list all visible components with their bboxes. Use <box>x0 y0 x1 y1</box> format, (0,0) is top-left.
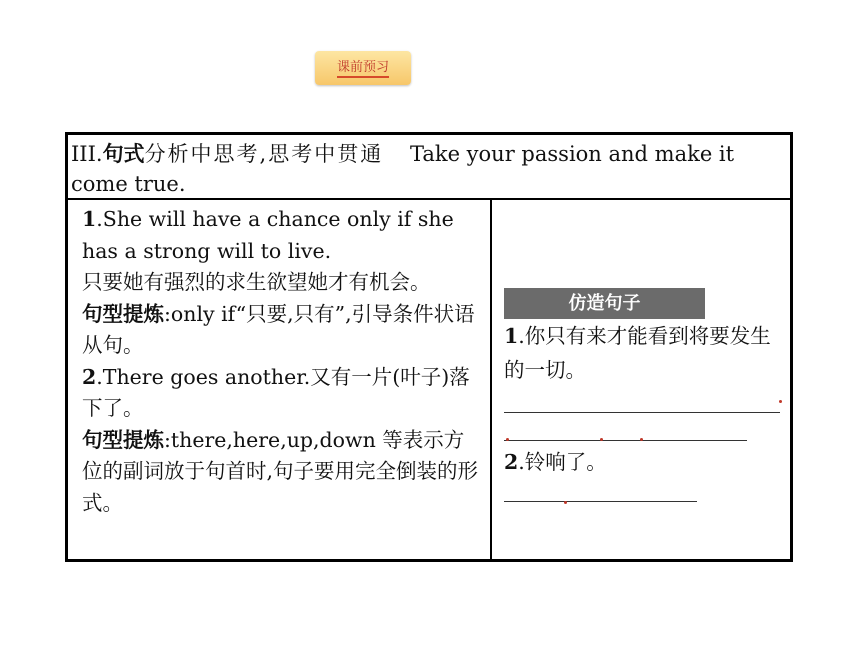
imitation-label: 仿造句子 <box>504 288 705 319</box>
header-roman: III. <box>71 142 103 166</box>
sentence-1-en: 1.She will have a chance only if she has a strong will to live. <box>82 207 454 263</box>
section-badge-label: 课前预习 <box>337 60 389 78</box>
header-english: Take your passion and make it come true. <box>71 142 735 196</box>
question-1: 1.你只有来才能看到将要发生的一切。 <box>504 324 771 382</box>
pattern-label-2: 句型提炼 <box>82 427 164 452</box>
analysis-column <box>68 200 492 559</box>
sentence-2: 2.There goes another.又有一片(叶子)落下了。 <box>82 364 470 420</box>
blank-mark <box>564 501 567 504</box>
sentence-1-note: 句型提炼:only if“只要,只有”,引导条件状语从句。 <box>82 301 475 357</box>
imitation-column <box>492 200 790 559</box>
table-header <box>68 135 790 200</box>
sentence-2-note: 句型提炼:there,here,up,down 等表示方位的副词放于句首时,句子要用完全倒装的形式。 <box>82 427 479 515</box>
pattern-label-1: 句型提炼 <box>82 301 164 326</box>
header-subtitle: 分析中思考,思考中贯通 <box>144 142 384 166</box>
sentence-1-zh: 只要她有强烈的求生欲望她才有机会。 <box>82 270 431 294</box>
blank-mark <box>779 400 782 403</box>
blank-mark <box>600 438 603 441</box>
answer-blank-1a[interactable] <box>504 412 780 413</box>
blank-mark <box>506 438 509 441</box>
answer-blank-1b[interactable] <box>504 440 747 441</box>
header-bold-title: 句式 <box>102 142 145 166</box>
answer-blank-2[interactable] <box>504 501 697 502</box>
section-badge[interactable] <box>315 51 411 85</box>
exercise-table <box>65 132 793 562</box>
question-2: 2.铃响了。 <box>504 450 607 474</box>
blank-mark <box>640 438 643 441</box>
